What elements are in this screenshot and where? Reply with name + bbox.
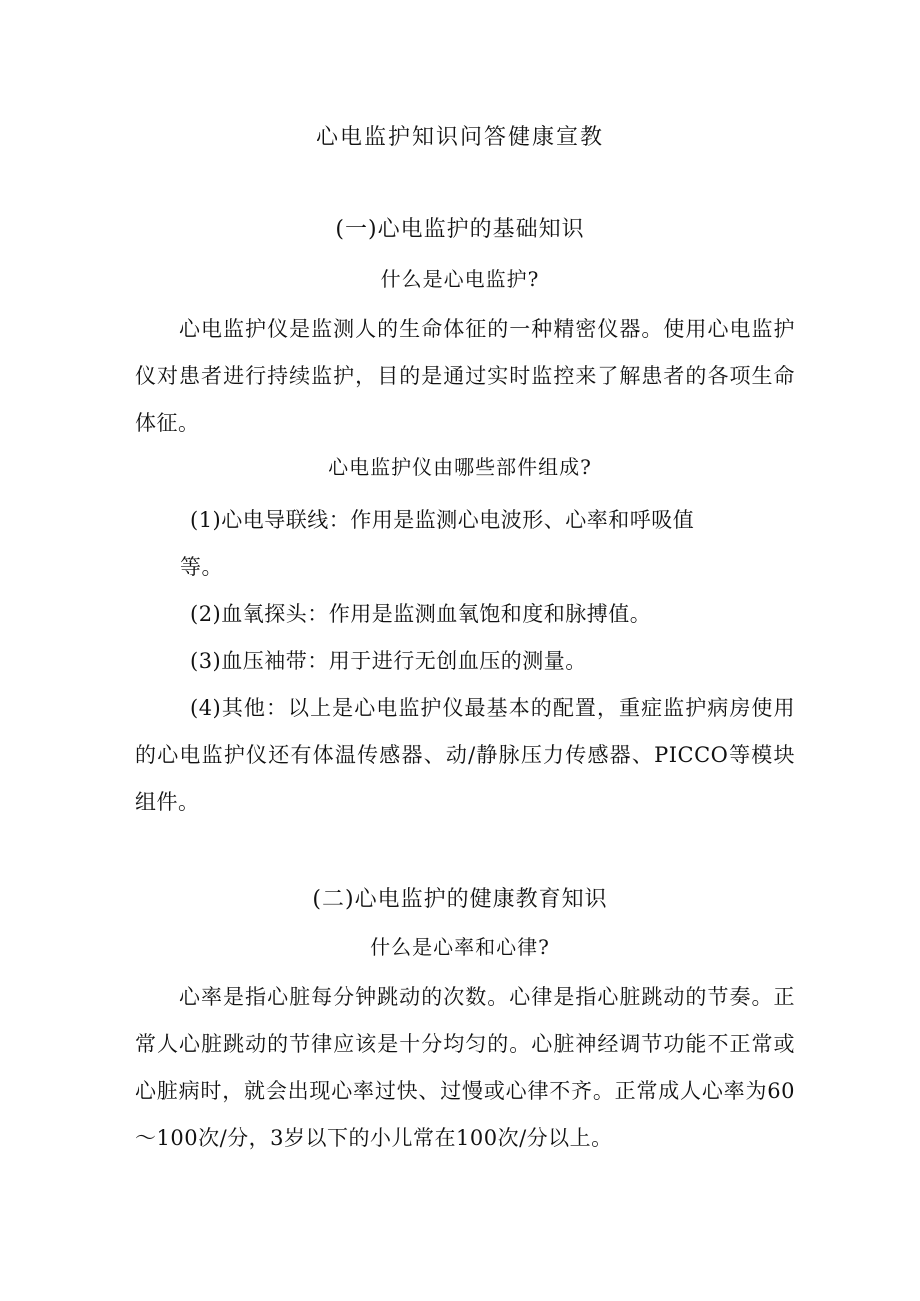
section-1-heading: (一)心电监护的基础知识 [335,217,585,242]
section-1-question-2: 心电监护仪由哪些部件组成? [328,455,592,479]
section-2-question-1: 什么是心率和心律? [370,935,550,959]
section-2-answer-1: 心率是指心脏每分钟跳动的次数。心律是指心脏跳动的节奏。正常人心脏跳动的节律应该是十分均匀的。心脏神经调节功能不正常或心脏病时，就会出现心率过快、过慢或心律不齐。正常成人心率为60～100次/分，3岁以下的小儿常在100次/分以上。 [135,985,795,1150]
component-item-3: (3)血压袖带：用于进行无创血压的测量。 [190,649,587,673]
section-1-answer-1: 心电监护仪是监测人的生命体征的一种精密仪器。使用心电监护仪对患者进行持续监护，目的是通过实时监控来了解患者的各项生命体征。 [135,317,795,435]
component-item-1-line-2: 等。 [180,555,223,579]
section-2-heading: (二)心电监护的健康教育知识 [312,887,608,912]
component-item-4: (4)其他：以上是心电监护仪最基本的配置，重症监护病房使用的心电监护仪还有体温传感器、动/静脉压力传感器、PICCO等模块组件。 [135,696,795,814]
component-item-2: (2)血氧探头：作用是监测血氧饱和度和脉搏值。 [190,602,652,626]
component-item-1-line-1: (1)心电导联线：作用是监测心电波形、心率和呼吸值 [190,508,695,532]
document-title: 心电监护知识问答健康宣教 [315,125,604,150]
section-1-question-1: 什么是心电监护? [380,267,540,291]
